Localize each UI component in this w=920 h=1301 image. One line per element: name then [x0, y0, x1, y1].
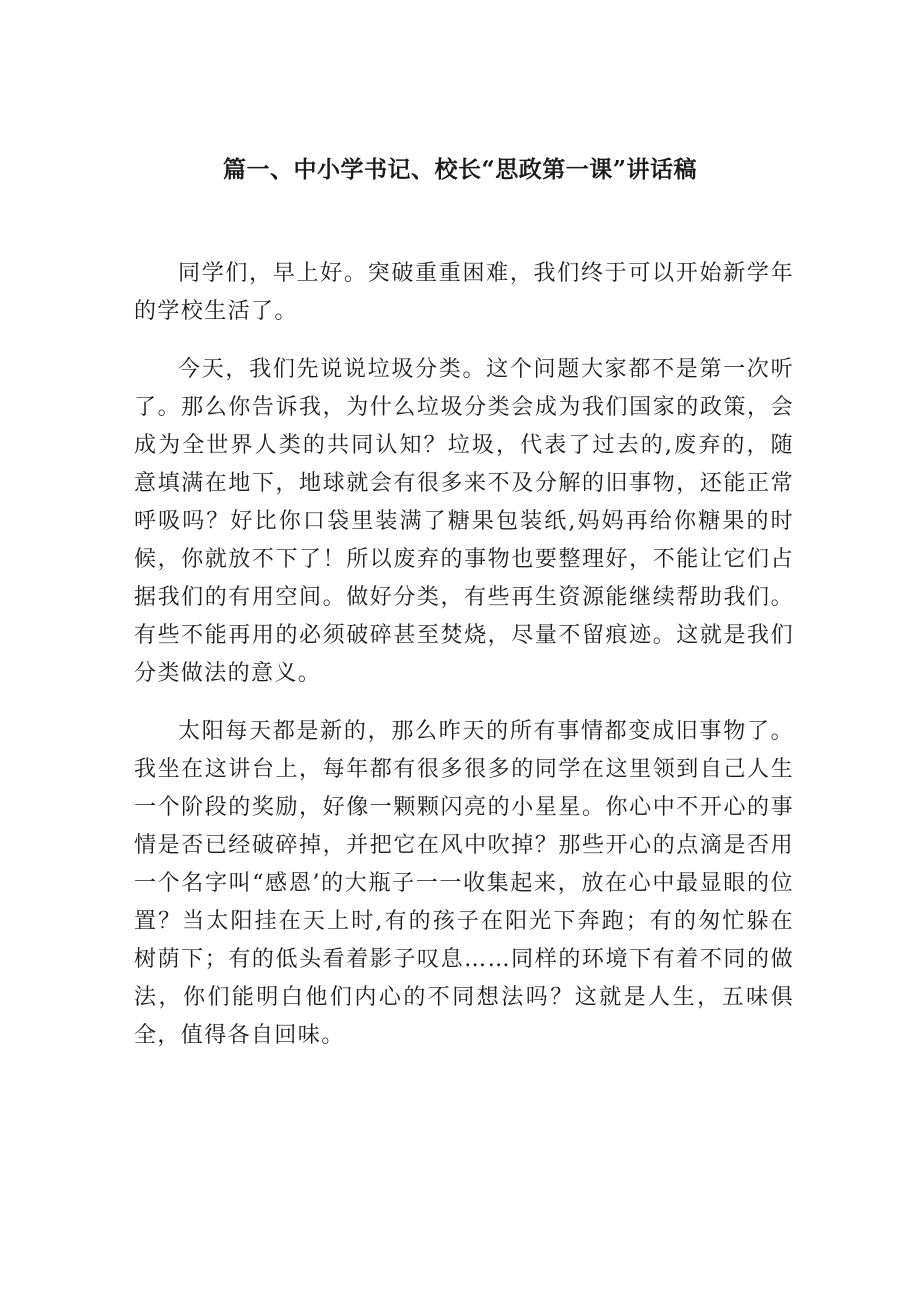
document-title: 篇一、中小学书记、校长“思政第一课”讲话稿: [223, 156, 697, 183]
paragraph-garbage-sorting: 今天，我们先说说垃圾分类。这个问题大家都不是第一次听了。那么你告诉我，为什么垃圾分类会成为我们国家的政策，会成为全世界人类的共同认知？垃圾，代表了过去的,废弃的，随意填满在地下，地球就会有很多来不及分解的旧事物，还能正常呼吸吗？好比你口袋里装满了糖果包装纸,妈妈再给你糖果的时候，你就放不下了！所以废弃的事物也要整理好，不能让它们占据我们的有用空间。做好分类，有些再生资源能继续帮助我们。有些不能再用的必须破碎甚至焚烧，尽量不留痕迹。这就是我们分类做法的意义。: [134, 357, 794, 686]
paragraph-sun-and-life: 太阳每天都是新的，那么昨天的所有事情都变成旧事物了。我坐在这讲台上，每年都有很多很多的同学在这里领到自己人生一个阶段的奖励，好像一颗颗闪亮的小星星。你心中不开心的事情是否已经破碎掉，并把它在风中吹掉？那些开心的点滴是否用一个名字叫“感恩’的大瓶子一一收集起来，放在心中最显眼的位置？当太阳挂在天上时,有的孩子在阳光下奔跑；有的匆忙躲在树荫下；有的低头看着影子叹息……同样的环境下有着不同的做法，你们能明白他们内心的不同想法吗？这就是人生，五味俱全，值得各自回味。: [134, 719, 794, 1048]
paragraph-greeting: 同学们，早上好。突破重重困难，我们终于可以开始新学年的学校生活了。: [134, 261, 794, 324]
document-body: [134, 255, 794, 1075]
